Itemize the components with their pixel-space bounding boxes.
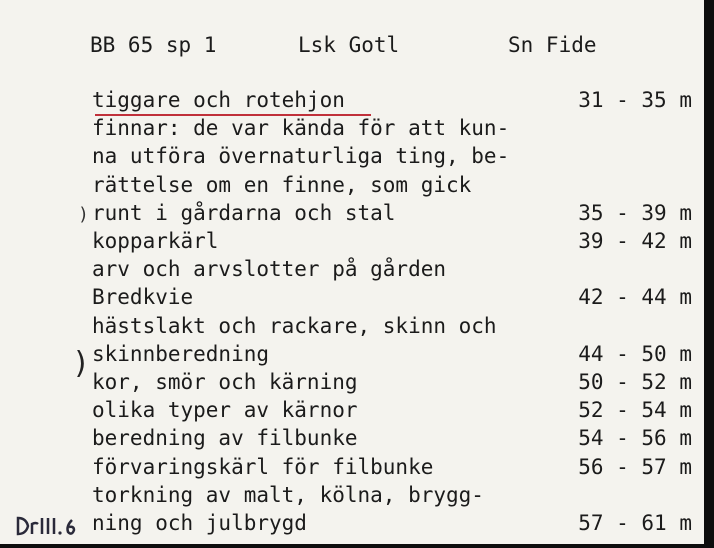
entry-row	[0, 255, 714, 283]
entry-text: torkning av malt, kölna, brygg-	[92, 482, 484, 507]
entry-row	[0, 340, 714, 368]
entry-pages: 35 - 39 m	[578, 200, 692, 225]
entry-row	[0, 199, 714, 227]
margin-bracket-mark: )	[78, 204, 89, 225]
entry-row	[0, 368, 714, 396]
margin-bracket-mark: )	[72, 346, 91, 381]
entry-row	[0, 142, 714, 170]
entry-text: kopparkärl	[92, 229, 219, 253]
entry-pages: 50 - 52 m	[578, 370, 692, 394]
entry-text: kor, smör och kärning	[92, 370, 358, 394]
entry-row	[0, 396, 714, 424]
entry-pages: 44 - 50 m	[578, 341, 692, 366]
entry-text: rättelse om en finne, som gick	[92, 172, 472, 197]
scan-edge-right	[704, 0, 714, 548]
entry-text: hästslakt och rackare, skinn och	[92, 313, 497, 338]
sn-label: Sn Fide	[508, 33, 597, 57]
entry-row	[0, 86, 714, 114]
entry-row	[0, 227, 714, 255]
entry-row	[0, 453, 714, 481]
entry-row	[0, 481, 714, 509]
entry-pages: 56 - 57 m	[578, 454, 692, 479]
entry-pages: 31 - 35 m	[578, 88, 692, 112]
entry-text: finnar: de var kända för att kun-	[92, 116, 510, 141]
entry-pages: 57 - 61 m	[578, 511, 692, 535]
entry-pages: 42 - 44 m	[578, 285, 692, 310]
entry-text: olika typer av kärnor	[92, 398, 358, 423]
entry-text: na utföra övernaturliga ting, be-	[92, 144, 510, 169]
entry-text: tiggare och rotehjon	[92, 88, 345, 112]
entry-text: ning och julbrygd	[92, 511, 307, 535]
entry-pages: 54 - 56 m	[578, 426, 692, 451]
entry-row	[0, 509, 714, 537]
entry-text: skinnberedning	[92, 341, 270, 366]
entry-row	[0, 171, 714, 199]
handwritten-stamp	[14, 510, 84, 540]
entry-text: Bredkvie	[92, 285, 194, 310]
entry-row	[0, 114, 714, 142]
entry-row	[0, 312, 714, 340]
entry-row	[0, 424, 714, 452]
scan-edge-bottom	[0, 544, 714, 548]
entry-pages: 39 - 42 m	[578, 229, 692, 253]
entry-row	[0, 283, 714, 311]
parish-label: Lsk Gotl	[298, 33, 400, 57]
entry-text: förvaringskärl för filbunke	[92, 454, 434, 479]
entry-text: arv och arvslotter på gården	[92, 257, 447, 282]
entry-pages: 52 - 54 m	[578, 398, 692, 423]
entry-text: beredning av filbunke	[92, 426, 358, 451]
entry-text: runt i gårdarna och stal	[92, 200, 396, 225]
archive-code: BB 65 sp 1	[90, 33, 217, 57]
